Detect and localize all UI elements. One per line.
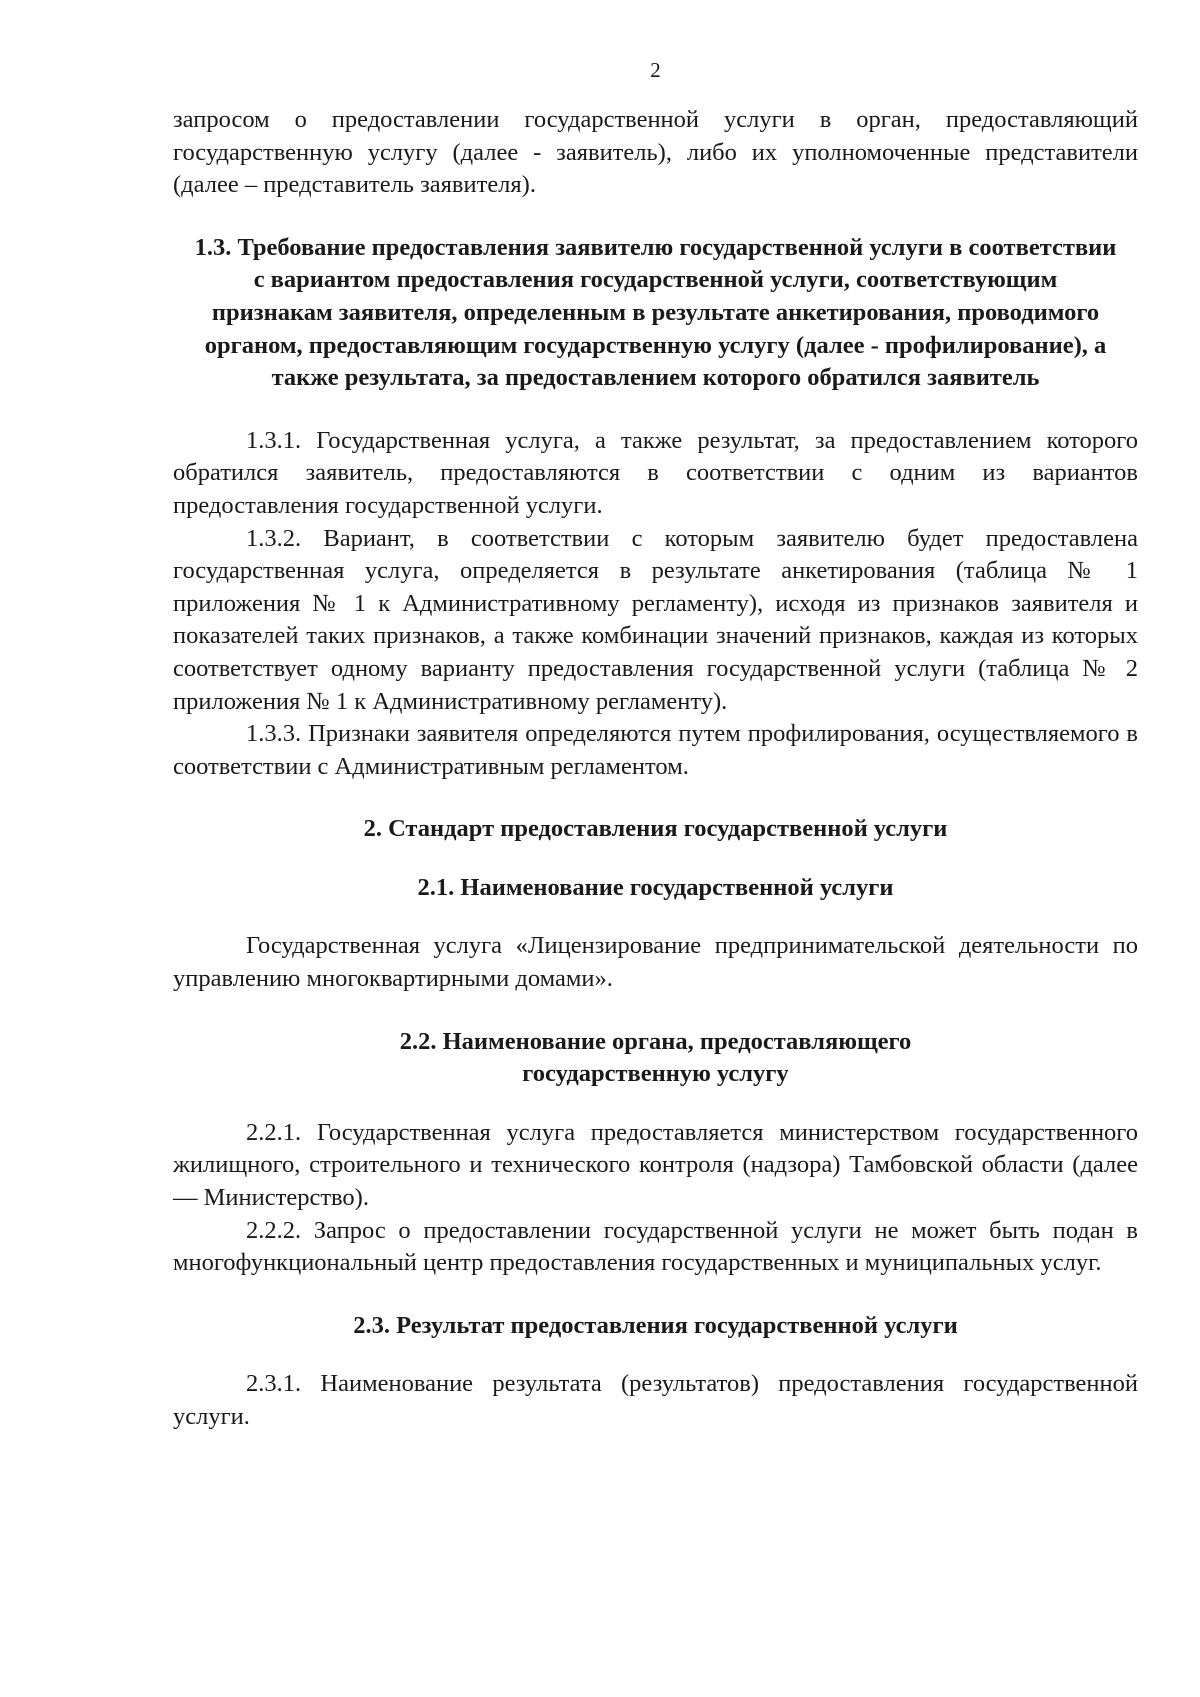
document-page bbox=[173, 50, 1138, 1434]
section-1-3-2-paragraph: 1.3.2. Вариант, в соответствии с которым заявителю будет предоставлена государственная услуга, определяется в результате анкетирования (таблица № 1 приложения № 1 к Административному регламенту), исходя из признаков заявителя и показателей таких признаков, а также комбинации значений признаков, каждая из которых соответствует одному варианту предоставления государственной услуги (таблица № 2 приложения № 1 к Административному регламенту). bbox=[173, 524, 1138, 715]
section-1-3-1-paragraph: 1.3.1. Государственная услуга, а также результат, за предоставлением которого обратился заявитель, предоставляются в соответствии с одним из вариантов предоставления государственной услуги. bbox=[173, 426, 1138, 519]
section-2-3-heading: 2.3. Результат предоставления государственной услуги bbox=[353, 1311, 958, 1339]
section-1-3-3-paragraph: 1.3.3. Признаки заявителя определяются путем профилирования, осуществляемого в соответствии с Административным регламентом. bbox=[173, 720, 1138, 780]
section-2-2-heading-line-1: 2.2. Наименование органа, предоставляющего bbox=[399, 1027, 912, 1055]
section-2-3-1-paragraph: 2.3.1. Наименование результата (результатов) предоставления государственной услуги. bbox=[173, 1370, 1138, 1430]
section-1-3-heading: 1.3. Требование предоставления заявителю государственной услуги в соответствии с вариантом предоставления государственной услуги, соответствующим признакам заявителя, определенным в результате анкетирования, проводимого органом, предоставляющим государственную услугу (далее - профилирование), а также результата, за предоставлением которого обратился заявитель bbox=[194, 233, 1117, 392]
section-2-1-heading: 2.1. Наименование государственной услуги bbox=[417, 873, 894, 901]
section-2-2-heading bbox=[173, 1026, 1138, 1091]
section-2-2-heading-line-2: государственную услугу bbox=[522, 1060, 789, 1088]
section-2-1-paragraph: Государственная услуга «Лицензирование предпринимательской деятельности по управлению многоквартирными домами». bbox=[173, 932, 1138, 993]
section-2-2-2-paragraph: 2.2.2. Запрос о предоставлении государственной услуги не может быть подан в многофункциональный центр предоставления государственных и муниципальных услуг. bbox=[173, 1216, 1138, 1277]
section-2-2-1-paragraph: 2.2.1. Государственная услуга предоставляется министерством государственного жилищного, строительного и технического контроля (надзора) Тамбовской области (далее — Министерство). bbox=[173, 1118, 1138, 1212]
page-number: 2 bbox=[650, 58, 661, 82]
intro-paragraph: запросом о предоставлении государственной услуги в орган, предоставляющий государственную услугу (далее - заявитель), либо их уполномоченные представители (далее – представитель заявителя). bbox=[173, 106, 1138, 199]
section-2-heading: 2. Стандарт предоставления государственной услуги bbox=[363, 815, 948, 843]
